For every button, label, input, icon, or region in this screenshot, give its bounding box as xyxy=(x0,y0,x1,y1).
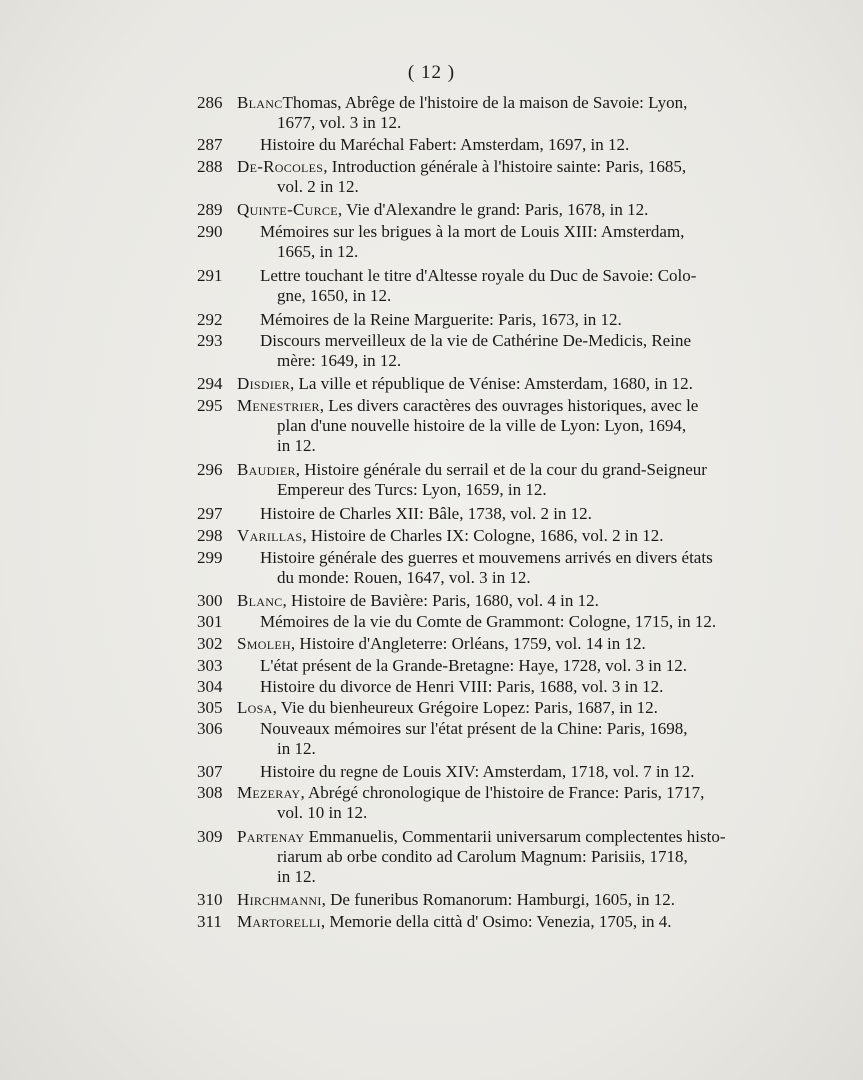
entry-line: Losa, Vie du bienheureux Grégoire Lopez: Paris, 1687, in 12. xyxy=(237,698,658,717)
entry-line: Blanc, Histoire de Bavière: Paris, 1680, vol. 4 in 12. xyxy=(237,591,599,610)
entry-number: 301 xyxy=(197,612,223,631)
entry-line: Hirchmanni, De funeribus Romanorum: Hamburgi, 1605, in 12. xyxy=(237,890,675,909)
entry-line: Disdier, La ville et république de Vénise: Amsterdam, 1680, in 12. xyxy=(237,374,693,393)
entry-author: Menestrier xyxy=(237,396,320,415)
entry-author: Disdier xyxy=(237,374,291,393)
entry-number: 300 xyxy=(197,591,223,610)
entry-line: De-Rocoles, Introduction générale à l'histoire sainte: Paris, 1685, xyxy=(237,157,687,176)
entry-number: 287 xyxy=(197,135,223,154)
entry-number: 305 xyxy=(197,698,223,717)
entry-number: 295 xyxy=(197,396,223,415)
entry-number: 289 xyxy=(197,200,223,219)
entry-author: Blanc xyxy=(237,591,283,610)
entry-line: Histoire du divorce de Henri VIII: Paris, 1688, vol. 3 in 12. xyxy=(260,677,664,696)
entry-number: 297 xyxy=(197,504,223,523)
entry-number: 303 xyxy=(197,656,223,675)
entry-line: Mémoires sur les brigues à la mort de Louis XIII: Amsterdam, xyxy=(260,222,685,241)
entry-line: Menestrier, Les divers caractères des ouvrages historiques, avec le xyxy=(237,396,699,415)
entry-author: Baudier xyxy=(237,460,296,479)
entry-line: plan d'une nouvelle histoire de la ville de Lyon: Lyon, 1694, xyxy=(277,416,687,435)
entry-author: Varillas xyxy=(237,526,303,545)
entry-line: Histoire de Charles XII: Bâle, 1738, vol. 2 in 12. xyxy=(260,504,592,523)
entry-number: 302 xyxy=(197,634,223,653)
entry-author: Quinte-Curce xyxy=(237,200,338,219)
entry-author: Blanc xyxy=(237,93,283,112)
entry-number: 308 xyxy=(197,783,223,802)
entry-number: 310 xyxy=(197,890,223,909)
entry-number: 299 xyxy=(197,548,223,567)
entry-line: vol. 10 in 12. xyxy=(277,803,368,822)
entry-number: 288 xyxy=(197,157,223,176)
entry-line: L'état présent de la Grande-Bretagne: Haye, 1728, vol. 3 in 12. xyxy=(260,656,687,675)
entry-line: Mémoires de la vie du Comte de Grammont: Cologne, 1715, in 12. xyxy=(260,612,717,631)
entry-author: Losa xyxy=(237,698,273,717)
entry-line: gne, 1650, in 12. xyxy=(277,286,392,305)
entry-number: 304 xyxy=(197,677,223,696)
entry-number: 306 xyxy=(197,719,223,738)
entry-line: 1677, vol. 3 in 12. xyxy=(277,113,402,132)
entry-line: Partenay Emmanuelis, Commentarii universarum complectentes histo- xyxy=(237,827,726,846)
entry-number: 294 xyxy=(197,374,223,393)
entry-author: Mezeray xyxy=(237,783,301,802)
entry-line: mère: 1649, in 12. xyxy=(277,351,402,370)
entry-number: 286 xyxy=(197,93,223,112)
entry-line: Histoire du Maréchal Fabert: Amsterdam, 1697, in 12. xyxy=(260,135,630,154)
entry-number: 293 xyxy=(197,331,223,350)
entry-line: Mezeray, Abrégé chronologique de l'histoire de France: Paris, 1717, xyxy=(237,783,705,802)
entry-line: in 12. xyxy=(277,867,316,886)
entry-line: Histoire générale des guerres et mouvemens arrivés en divers états xyxy=(260,548,713,567)
entry-number: 290 xyxy=(197,222,223,241)
entry-number: 298 xyxy=(197,526,223,545)
page-number: ( 12 ) xyxy=(407,62,456,83)
entry-line: BlancThomas, Abrêge de l'histoire de la maison de Savoie: Lyon, xyxy=(237,93,688,112)
entry-line: Lettre touchant le titre d'Altesse royale du Duc de Savoie: Colo- xyxy=(260,266,697,285)
entry-number: 292 xyxy=(197,310,223,329)
entry-line: riarum ab orbe condito ad Carolum Magnum: Parisiis, 1718, xyxy=(277,847,688,866)
entry-line: Empereur des Turcs: Lyon, 1659, in 12. xyxy=(277,480,547,499)
entry-line: in 12. xyxy=(277,436,316,455)
entry-author: Smoleh xyxy=(237,634,291,653)
entry-line: Mémoires de la Reine Marguerite: Paris, 1673, in 12. xyxy=(260,310,622,329)
entry-author: Hirchmanni xyxy=(237,890,322,909)
entry-line: du monde: Rouen, 1647, vol. 3 in 12. xyxy=(277,568,531,587)
entry-number: 309 xyxy=(197,827,223,846)
entry-line: Quinte-Curce, Vie d'Alexandre le grand: Paris, 1678, in 12. xyxy=(237,200,649,219)
entry-number: 296 xyxy=(197,460,223,479)
entry-line: Varillas, Histoire de Charles IX: Cologne, 1686, vol. 2 in 12. xyxy=(237,526,664,545)
entry-line: Smoleh, Histoire d'Angleterre: Orléans, 1759, vol. 14 in 12. xyxy=(237,634,646,653)
entry-author: De-Rocoles xyxy=(237,157,324,176)
entry-line: Nouveaux mémoires sur l'état présent de la Chine: Paris, 1698, xyxy=(260,719,688,738)
entry-author: Partenay xyxy=(237,827,305,846)
entry-line: in 12. xyxy=(277,739,316,758)
entry-line: Baudier, Histoire générale du serrail et de la cour du grand-Seigneur xyxy=(237,460,707,479)
entry-number: 307 xyxy=(197,762,223,781)
entry-line: vol. 2 in 12. xyxy=(277,177,359,196)
entry-number: 291 xyxy=(197,266,223,285)
entry-number: 311 xyxy=(197,912,222,931)
entry-line: Histoire du regne de Louis XIV: Amsterdam, 1718, vol. 7 in 12. xyxy=(260,762,695,781)
entry-author: Martorelli xyxy=(237,912,321,931)
entry-line: Discours merveilleux de la vie de Cathérine De-Medicis, Reine xyxy=(260,331,691,350)
entry-line: Martorelli, Memorie della città d' Osimo: Venezia, 1705, in 4. xyxy=(237,912,672,931)
entry-line: 1665, in 12. xyxy=(277,242,359,261)
